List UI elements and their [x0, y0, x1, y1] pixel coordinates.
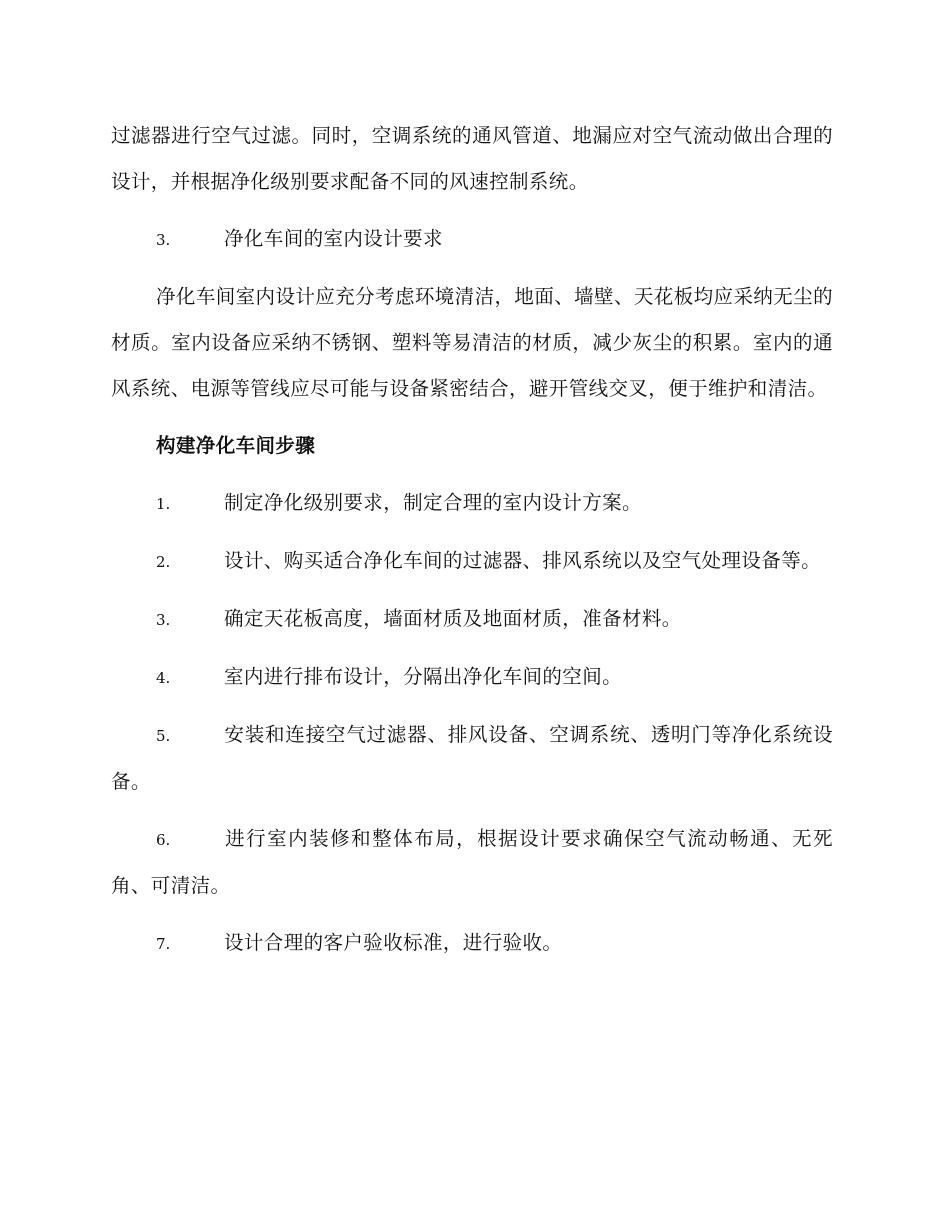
list-item: [111, 920, 833, 967]
spacer: [111, 585, 833, 596]
spacer: [111, 701, 833, 712]
list-item-text: 进行室内装修和整体布局，根据设计要求确保空气流动畅通、无死角、可清洁。: [111, 827, 833, 897]
list-item: [111, 712, 833, 805]
spacer: [111, 805, 833, 816]
spacer: [111, 263, 833, 274]
list-item-text: 设计、购买适合净化车间的过滤器、排风系统以及空气处理设备等。: [224, 549, 822, 572]
list-item-text: 制定净化级别要求，制定合理的室内设计方案。: [224, 491, 642, 514]
list-item-text: 确定天花板高度，墙面材质及地面材质，准备材料。: [224, 607, 682, 630]
section-number: 3.: [156, 231, 171, 249]
section-title: 净化车间的室内设计要求: [224, 227, 443, 250]
list-item-number: 2.: [156, 553, 171, 571]
document-body: [111, 113, 833, 967]
list-item-number: 5.: [156, 727, 171, 745]
list-item: [111, 596, 833, 643]
list-item-text: 室内进行排布设计，分隔出净化车间的空间。: [224, 665, 623, 688]
spacer: [111, 643, 833, 654]
list-item-text: 安装和连接空气过滤器、排风设备、空调系统、透明门等净化系统设备。: [111, 723, 833, 793]
list-item-number: 1.: [156, 495, 171, 513]
list-item: [111, 480, 833, 527]
list-item-number: 4.: [156, 669, 171, 687]
spacer: [111, 205, 833, 216]
list-item-number: 6.: [156, 831, 171, 849]
list-item-number: 3.: [156, 611, 171, 629]
spacer: [111, 469, 833, 480]
list-item: [111, 816, 833, 909]
spacer: [111, 527, 833, 538]
list-item: [111, 538, 833, 585]
steps-heading: 构建净化车间步骤: [156, 434, 316, 457]
spacer: [111, 909, 833, 920]
list-item-text: 设计合理的客户验收标准，进行验收。: [224, 931, 563, 954]
section-body-paragraph: 净化车间室内设计应充分考虑环境清洁，地面、墙壁、天花板均应采纳无尘的材质。室内设备应采纳不锈钢、塑料等易清洁的材质，减少灰尘的积累。室内的通风系统、电源等管线应尽可能与设备紧密结合，避开管线交叉，便于维护和清洁。: [111, 285, 833, 400]
list-item-number: 7.: [156, 935, 171, 953]
spacer: [111, 412, 833, 423]
intro-paragraph: 过滤器进行空气过滤。同时，空调系统的通风管道、地漏应对空气流动做出合理的设计，并根据净化级别要求配备不同的风速控制系统。: [111, 124, 833, 193]
section-heading-3: [111, 216, 833, 263]
list-item: [111, 654, 833, 701]
